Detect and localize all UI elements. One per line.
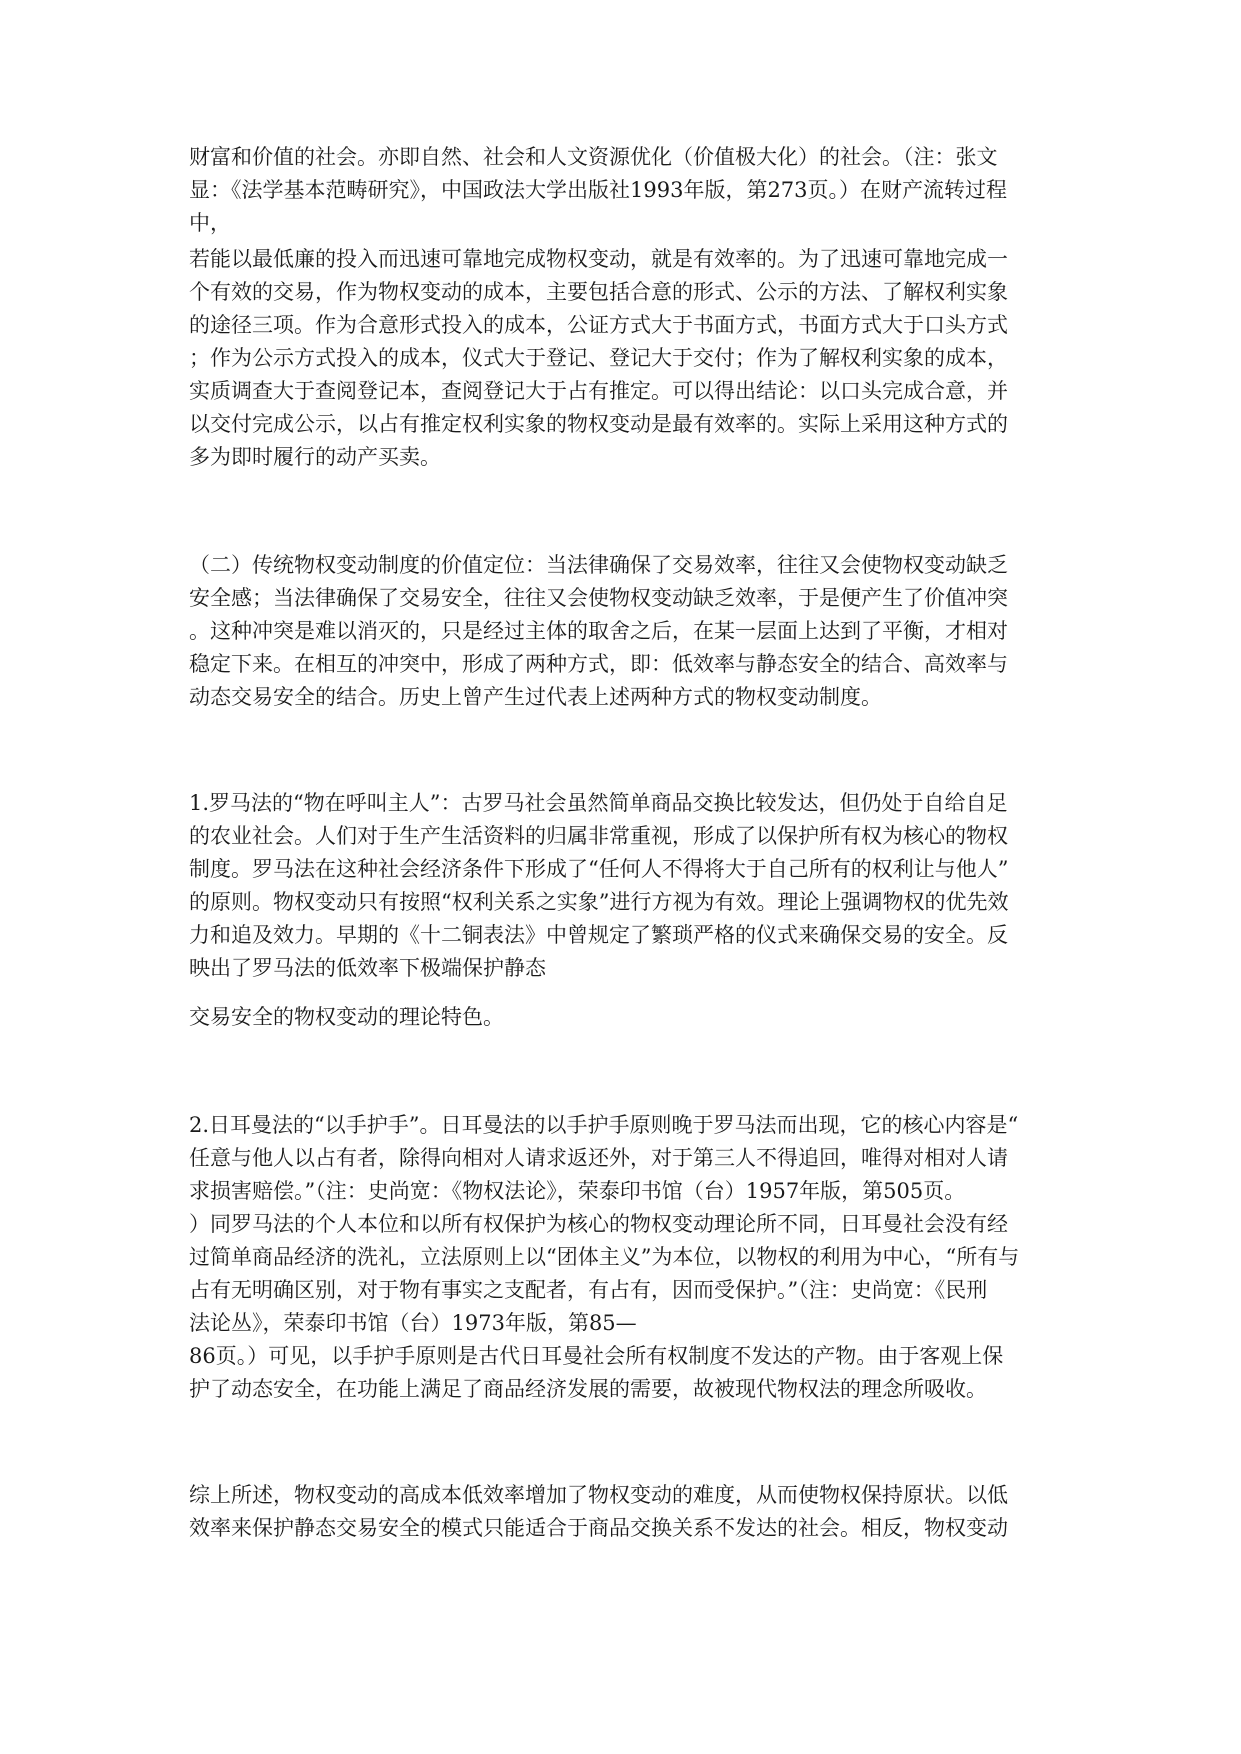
- text-line: 中，: [189, 211, 231, 235]
- text-line: 占有无明确区别，对于物有事实之支配者，有占有，因而受保护。”（注：史尚宽：《民刑: [189, 1278, 988, 1302]
- text-line: 的途径三项。作为合意形式投入的成本，公证方式大于书面方式，书面方式大于口头方式: [189, 313, 1008, 337]
- text-line: 多为即时履行的动产买卖。: [189, 445, 441, 469]
- text-line: 的原则。物权变动只有按照“权利关系之实象”进行方视为有效。理论上强调物权的优先效: [189, 890, 1009, 914]
- text-line: ）同罗马法的个人本位和以所有权保护为核心的物权变动理论所不同，日耳曼社会没有经: [189, 1212, 1008, 1236]
- text-line: 若能以最低廉的投入而迅速可靠地完成物权变动，就是有效率的。为了迅速可靠地完成一: [189, 247, 1008, 271]
- text-line: 个有效的交易，作为物权变动的成本，主要包括合意的形式、公示的方法、了解权利实象: [189, 280, 1008, 304]
- text-line: 力和追及效力。早期的《十二铜表法》中曾规定了繁琐严格的仪式来确保交易的安全。反: [189, 923, 1008, 947]
- text-line: 综上所述，物权变动的高成本低效率增加了物权变动的难度，从而使物权保持原状。以低: [189, 1483, 1008, 1507]
- text-line: 效率来保护静态交易安全的模式只能适合于商品交换关系不发达的社会。相反，物权变动: [189, 1516, 1008, 1540]
- text-line: 稳定下来。在相互的冲突中，形成了两种方式，即：低效率与静态安全的结合、高效率与: [189, 652, 1008, 676]
- text-line: 安全感；当法律确保了交易安全，往往又会使物权变动缺乏效率，于是便产生了价值冲突: [189, 586, 1008, 610]
- text-line: 的农业社会。人们对于生产生活资料的归属非常重视，形成了以保护所有权为核心的物权: [189, 824, 1008, 848]
- text-line: 1.罗马法的“物在呼叫主人”：古罗马社会虽然简单商品交换比较发达，但仍处于自给自足: [189, 791, 1008, 815]
- text-line: 过简单商品经济的洗礼，立法原则上以“团体主义”为本位，以物权的利用为中心，“所有与: [189, 1245, 1020, 1269]
- text-line: 实质调查大于查阅登记本，查阅登记大于占有推定。可以得出结论：以口头完成合意，并: [189, 379, 1008, 403]
- text-line: 制度。罗马法在这种社会经济条件下形成了“任何人不得将大于自己所有的权利让与他人”: [189, 857, 1009, 881]
- text-line: 映出了罗马法的低效率下极端保护静态: [189, 956, 546, 980]
- text-line: 交易安全的物权变动的理论特色。: [189, 1005, 504, 1029]
- text-line: 。这种冲突是难以消灭的，只是经过主体的取舍之后，在某一层面上达到了平衡，才相对: [189, 619, 1008, 643]
- text-line: 护了动态安全，在功能上满足了商品经济发展的需要，故被现代物权法的理念所吸收。: [189, 1377, 987, 1401]
- text-line: 显：《法学基本范畴研究》，中国政法大学出版社1993年版，第273页。）在财产流转过程: [189, 178, 1008, 202]
- text-line: 任意与他人以占有者，除得向相对人请求返还外，对于第三人不得追回，唯得对相对人请: [189, 1146, 1008, 1170]
- text-line: 2.日耳曼法的“以手护手”。日耳曼法的以手护手原则晚于罗马法而出现，它的核心内容是“: [189, 1113, 1019, 1137]
- text-line: 以交付完成公示，以占有推定权利实象的物权变动是最有效率的。实际上采用这种方式的: [189, 412, 1008, 436]
- text-line: （二）传统物权变动制度的价值定位：当法律确保了交易效率，往往又会使物权变动缺乏: [189, 553, 1008, 577]
- text-line: 法论丛》，荣泰印书馆（台）1973年版，第85—: [189, 1311, 637, 1335]
- text-line: ；作为公示方式投入的成本，仪式大于登记、登记大于交付；作为了解权利实象的成本，: [189, 346, 1008, 370]
- text-line: 86页。）可见，以手护手原则是古代日耳曼社会所有权制度不发达的产物。由于客观上保: [189, 1344, 1004, 1368]
- text-line: 财富和价值的社会。亦即自然、社会和人文资源优化（价值极大化）的社会。（注：张文: [189, 145, 998, 169]
- text-line: 求损害赔偿。”（注：史尚宽：《物权法论》，荣泰印书馆（台）1957年版，第505页。: [189, 1179, 966, 1203]
- text-line: 动态交易安全的结合。历史上曾产生过代表上述两种方式的物权变动制度。: [189, 685, 882, 709]
